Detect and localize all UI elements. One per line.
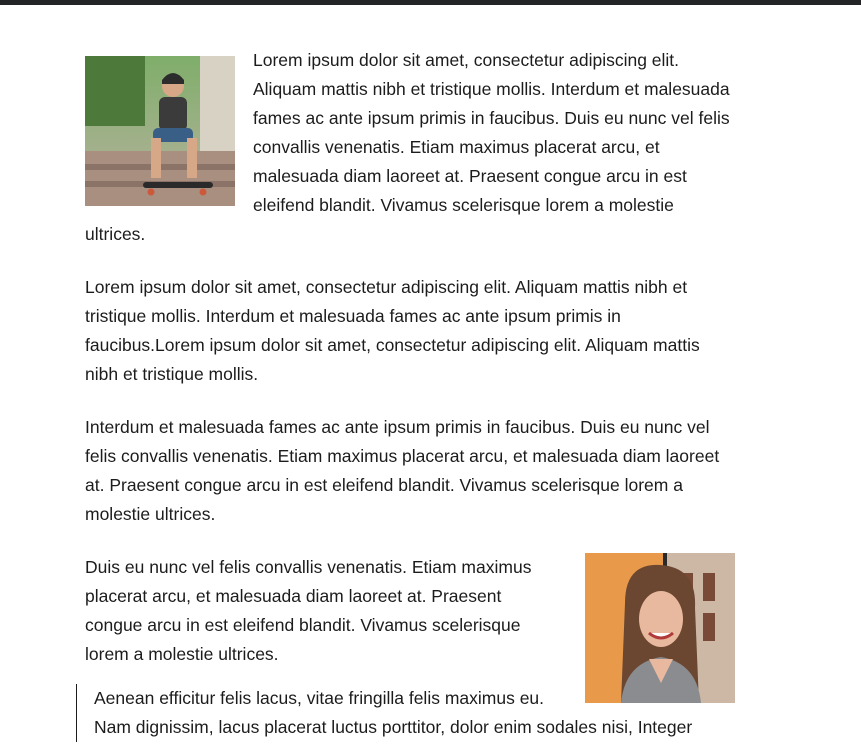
paragraph-2: Lorem ipsum dolor sit amet, consectetur adipiscing elit. Aliquam mattis nibh et tristique mollis. Interdum et malesuada fames ac ante ipsum primis in faucibus.Lorem ipsum dolor sit amet, consectetur adipiscing elit. Aliquam mattis nibh et tristique mollis. [85,277,700,384]
woman-photo [585,553,735,703]
blockquote-line-1: Aenean efficitur felis lacus, vitae fringilla felis maximus eu. [94,688,545,708]
article-body [85,46,735,703]
top-bar [0,0,861,5]
blockquote-line-2: Nam dignissim, lacus placerat luctus porttitor, dolor enim sodales nisi, Integer [94,717,693,737]
blockquote [76,684,736,742]
paragraph-1: Lorem ipsum dolor sit amet, consectetur adipiscing elit. Aliquam mattis nibh et tristique mollis. Interdum et malesuada fames ac ante ipsum primis in faucibus. Duis eu nunc vel felis convallis venenatis. Etiam maximus placerat arcu, et malesuada diam laoreet at. Praesent congue arcu in est eleifend blandit. Vivamus scelerisque lorem a molestie ultrices. [85,50,730,244]
skater-photo [85,56,235,206]
paragraph-4: Duis eu nunc vel felis convallis venenatis. Etiam maximus placerat arcu, et malesuada diam laoreet at. Praesent congue arcu in est eleifend blandit. Vivamus scelerisque lorem a molestie ultrices. [85,557,532,664]
paragraph-3: Interdum et malesuada fames ac ante ipsum primis in faucibus. Duis eu nunc vel felis convallis venenatis. Etiam maximus placerat arcu, et malesuada diam laoreet at. Praesent congue arcu in est eleifend blandit. Vivamus scelerisque lorem a molestie ultrices. [85,417,720,524]
